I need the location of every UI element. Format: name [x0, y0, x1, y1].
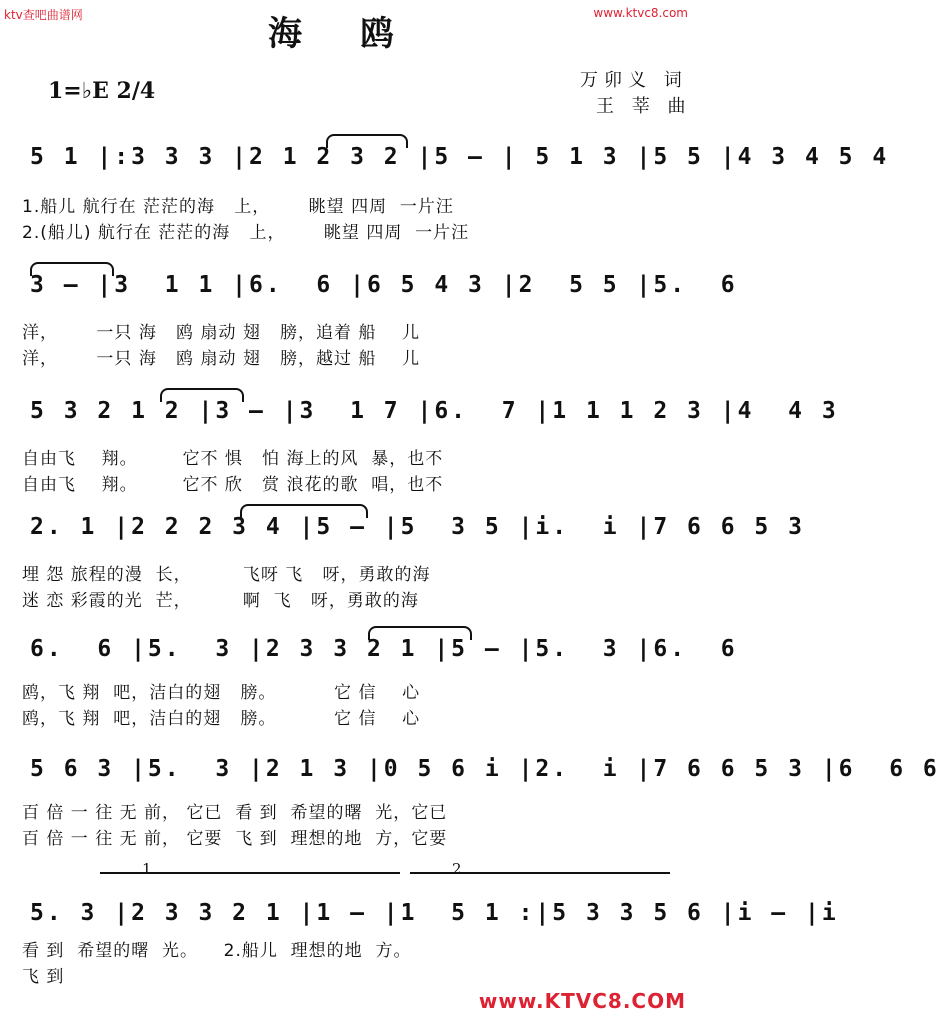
first-ending-label: 1. [142, 860, 157, 878]
notation-row [18, 394, 839, 434]
watermark-bottom: www.KTVC8.COM [478, 989, 686, 1013]
notation: 2. 1 |2 2 2 3 4 |5 — |5 3 5 |i. i |7 6 6 5 3 [30, 514, 805, 540]
notation-row [18, 268, 738, 308]
notation: 3 — |3 1 1 |6. 6 |6 5 4 3 |2 5 5 |5. 6 [30, 272, 738, 298]
lyric-line-2: 洋， 一只 海 鸥 扇动 翅 膀，越过 船 儿 [22, 349, 421, 369]
lyric-line-2: 百 倍 一 往 无 前， 它要 飞 到 理想的地 方，它要 [22, 829, 448, 849]
lyric-line-2: 飞 到 [22, 967, 65, 987]
lyric-line-1: 看 到 希望的曙 光。 2.船儿 理想的地 方。 [22, 941, 412, 961]
lyric-line-2: 2.(船儿) 航行在 茫茫的海 上， 眺望 四周 一片汪 [22, 223, 470, 243]
lyric-line-2: 迷 恋 彩霞的光 芒， 啊 飞 呀，勇敢的海 [22, 591, 419, 611]
lyric-line-1: 埋 怨 旅程的漫 长， 飞呀 飞 呀，勇敢的海 [22, 565, 431, 585]
notation: 5 3 2 1 2 |3 — |3 1 7 |6. 7 |1 1 1 2 3 |4 4 3 [30, 398, 839, 424]
notation: 5 1 |:3 3 3 |2 1 2 3 2 |5 — | 5 1 3 |5 5 |4 3 4 5 4 [30, 144, 890, 170]
lyric-line-1: 鸥，飞 翔 吧，洁白的翅 膀。 它 信 心 [22, 683, 421, 703]
lyric-line-2: 自由飞 翔。 它不 欣 赏 浪花的歌 唱，也不 [22, 475, 444, 495]
notation: 5 6 3 |5. 3 |2 1 3 |0 5 6 i |2. i |7 6 6 5 3 |6 6 6 [30, 756, 940, 782]
second-ending-bracket [410, 872, 670, 874]
lyric-line-1: 1.船儿 航行在 茫茫的海 上， 眺望 四周 一片汪 [22, 197, 454, 217]
notation-row [18, 632, 738, 672]
composer-credit: 王 莘 曲 [596, 96, 692, 117]
second-ending-label: 2. [452, 860, 467, 878]
lyric-line-1: 自由飞 翔。 它不 惧 怕 海上的风 暴，也不 [22, 449, 444, 469]
watermark-top-left: ktv查吧曲谱网 [4, 8, 83, 22]
notation-row [18, 752, 940, 792]
lyric-line-2: 鸥，飞 翔 吧，洁白的翅 膀。 它 信 心 [22, 709, 421, 729]
watermark-top-right: www.ktvc8.com [593, 6, 688, 20]
notation: 5. 3 |2 3 3 2 1 |1 — |1 5 1 :|5 3 3 5 6 |i — |i [30, 900, 839, 926]
song-title: 海鸥 [268, 14, 452, 54]
notation-row [18, 510, 805, 550]
notation-row [18, 896, 839, 936]
lyric-line-1: 洋， 一只 海 鸥 扇动 翅 膀，追着 船 儿 [22, 323, 421, 343]
notation: 6. 6 |5. 3 |2 3 3 2 1 |5 — |5. 3 |6. 6 [30, 636, 738, 662]
lyricist-credit: 万卯义 词 [580, 70, 688, 91]
lyric-line-1: 百 倍 一 往 无 前， 它已 看 到 希望的曙 光，它已 [22, 803, 448, 823]
key-signature: 1=♭E 2/4 [48, 78, 156, 104]
notation-row [18, 140, 890, 180]
